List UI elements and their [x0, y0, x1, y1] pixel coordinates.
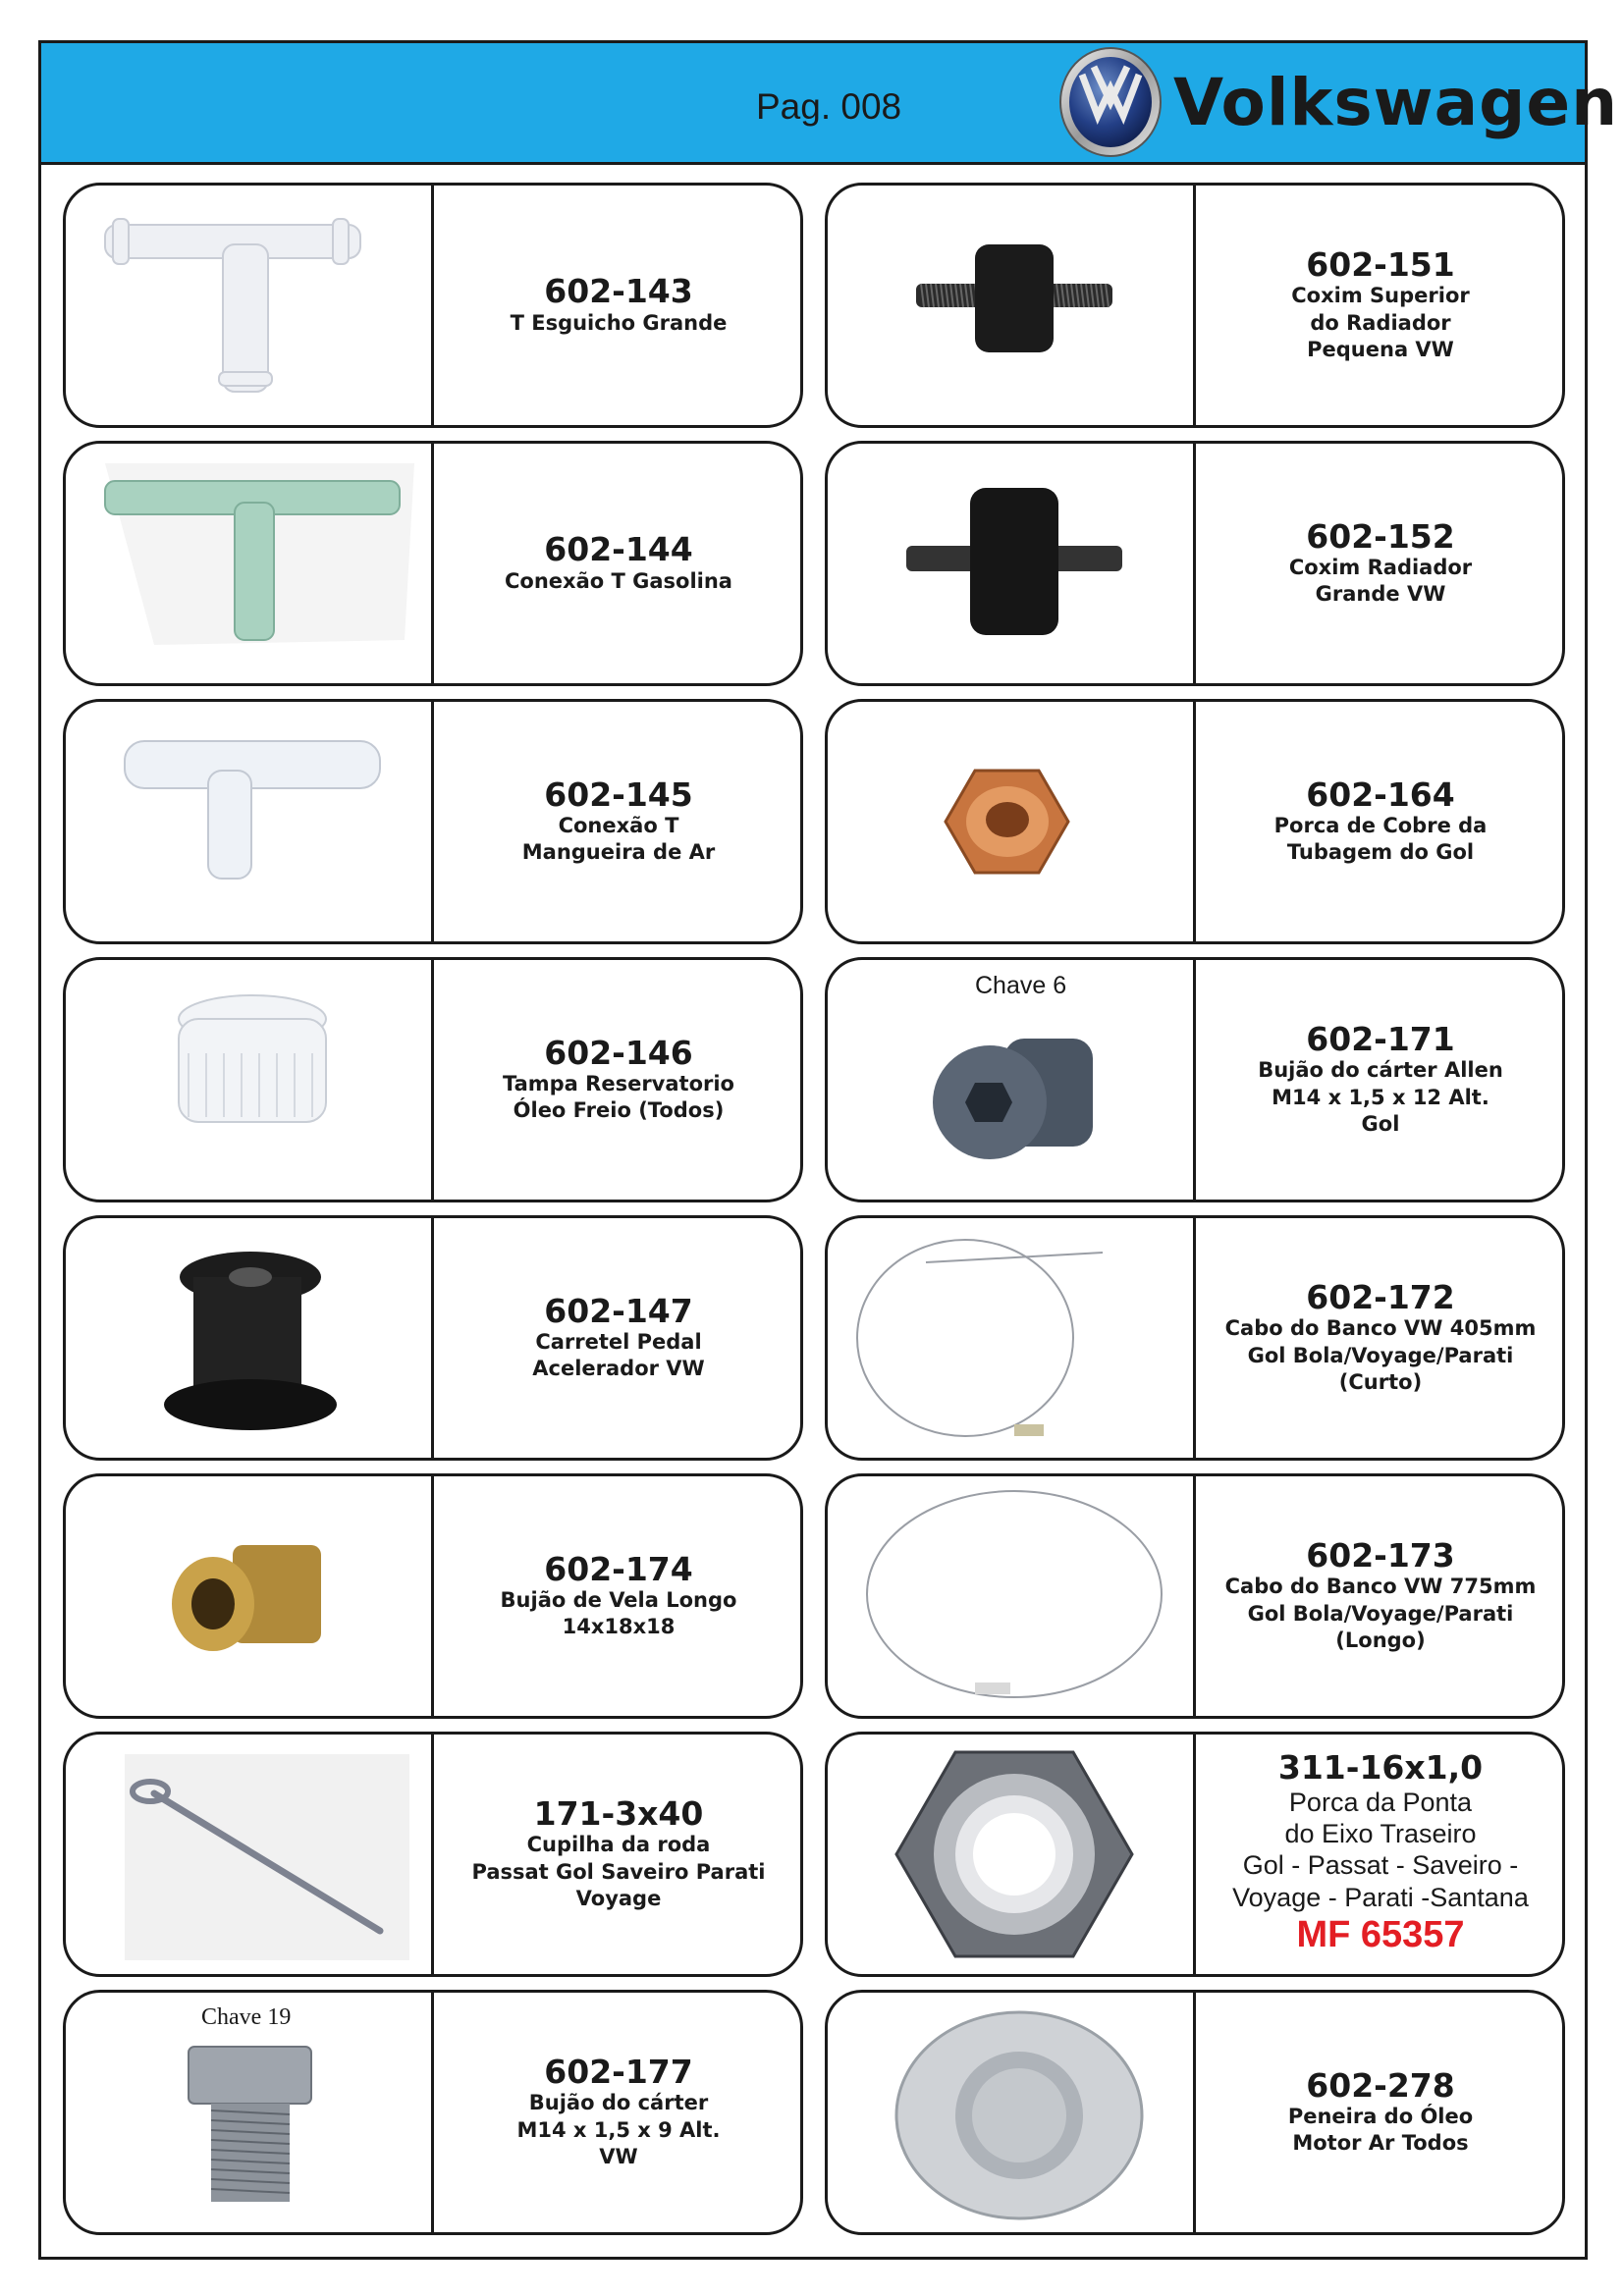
- card-divider: [431, 957, 434, 1202]
- product-info: [1199, 1476, 1562, 1716]
- brass-plug-icon: [66, 1476, 434, 1716]
- product-card: [63, 1473, 803, 1719]
- product-description: Cabo do Banco VW 775mm Gol Bola/Voyage/Parati (Longo): [1224, 1575, 1537, 1652]
- product-card: [63, 699, 803, 944]
- card-divider: [1193, 1732, 1196, 1977]
- reservoir-cap-icon: [66, 960, 434, 1200]
- product-code: 602-146: [544, 1033, 693, 1072]
- product-info: [1199, 1218, 1562, 1458]
- product-info: [1199, 960, 1562, 1200]
- card-divider: [431, 1990, 434, 2235]
- product-info: [437, 186, 800, 425]
- product-description: Bujão do cárter M14 x 1,5 x 9 Alt. VW: [516, 2091, 721, 2168]
- product-card: [825, 183, 1565, 428]
- product-code: 602-174: [544, 1549, 693, 1588]
- product-description: Conexão T Gasolina: [505, 568, 732, 593]
- t-connector-air-icon: [66, 702, 434, 941]
- product-code: 602-171: [1306, 1019, 1455, 1058]
- product-info: [437, 1993, 800, 2232]
- product-description: Tampa Reservatorio Óleo Freio (Todos): [502, 1071, 734, 1123]
- pedal-spool-icon: [66, 1218, 434, 1458]
- product-info: [1199, 1735, 1562, 1974]
- product-description: Cabo do Banco VW 405mm Gol Bola/Voyage/Parati (Curto): [1224, 1316, 1537, 1394]
- cotter-pin-icon: [66, 1735, 434, 1974]
- card-divider: [431, 1732, 434, 1977]
- product-code: 602-144: [544, 530, 693, 569]
- product-card: [825, 699, 1565, 944]
- product-code: 311-16x1,0: [1277, 1748, 1484, 1788]
- product-card: [63, 441, 803, 686]
- product-card: [825, 1473, 1565, 1719]
- card-divider: [1193, 1473, 1196, 1719]
- product-code: 602-147: [544, 1291, 693, 1330]
- product-card: [825, 1732, 1565, 1977]
- product-description: Porca da Ponta do Eixo Traseiro Gol - Passat - Saveiro - Voyage - Parati -Santana: [1232, 1787, 1529, 1912]
- product-info: [437, 444, 800, 683]
- product-description: Bujão do cárter Allen M14 x 1,5 x 12 Alt. Gol: [1258, 1058, 1503, 1136]
- product-card: [825, 957, 1565, 1202]
- product-description: Porca de Cobre da Tubagem do Gol: [1273, 813, 1488, 865]
- product-description: Peneira do Óleo Motor Ar Todos: [1287, 2104, 1474, 2156]
- product-card: [63, 1215, 803, 1461]
- card-divider: [1193, 699, 1196, 944]
- seat-cable-long-icon: [828, 1476, 1196, 1716]
- card-divider: [1193, 1215, 1196, 1461]
- product-description: Cupilha da roda Passat Gol Saveiro Parati Voyage: [471, 1833, 766, 1910]
- oil-strainer-icon: [828, 1993, 1196, 2232]
- product-code: 602-173: [1306, 1535, 1455, 1575]
- card-divider: [431, 183, 434, 428]
- t-connector-large-icon: [66, 186, 434, 425]
- product-info: [437, 1218, 800, 1458]
- copper-nut-icon: [828, 702, 1196, 941]
- card-divider: [431, 1215, 434, 1461]
- product-code: 602-172: [1306, 1277, 1455, 1316]
- product-info: [437, 960, 800, 1200]
- card-divider: [431, 441, 434, 686]
- t-connector-fuel-icon: [66, 444, 434, 683]
- product-card: [825, 1215, 1565, 1461]
- brand-name: Volkswagen: [1173, 65, 1619, 140]
- product-info: [1199, 702, 1562, 941]
- product-code: 602-278: [1306, 2065, 1455, 2105]
- axle-nut-icon: [828, 1735, 1196, 1974]
- card-divider: [1193, 441, 1196, 686]
- product-card: [63, 1732, 803, 1977]
- product-description: Bujão de Vela Longo 14x18x18: [500, 1587, 737, 1639]
- product-info: [437, 1735, 800, 1974]
- page-number: Pag. 008: [756, 86, 902, 127]
- product-card: [825, 441, 1565, 686]
- product-card: [825, 1990, 1565, 2235]
- product-card: [63, 1990, 803, 2235]
- rubber-mount-small-icon: [828, 186, 1196, 425]
- product-description: Coxim Radiador Grande VW: [1288, 555, 1473, 607]
- card-divider: [431, 1473, 434, 1719]
- card-divider: [1193, 1990, 1196, 2235]
- wrench-size-note: Chave 6: [975, 972, 1067, 999]
- product-description: Coxim Superior do Radiador Pequena VW: [1291, 284, 1470, 361]
- product-card: [63, 183, 803, 428]
- product-description: Carretel Pedal Acelerador VW: [532, 1329, 705, 1381]
- card-divider: [1193, 183, 1196, 428]
- product-info: [437, 702, 800, 941]
- wrench-size-note: Chave 19: [201, 2004, 292, 2030]
- product-code: 602-177: [544, 2052, 693, 2091]
- product-code: 171-3x40: [533, 1793, 704, 1833]
- product-code: 602-145: [544, 774, 693, 814]
- product-code: 602-143: [544, 272, 693, 311]
- product-code: 602-152: [1306, 516, 1455, 556]
- rubber-mount-large-icon: [828, 444, 1196, 683]
- product-code: 602-151: [1306, 244, 1455, 284]
- card-divider: [1193, 957, 1196, 1202]
- product-description: T Esguicho Grande: [510, 310, 728, 335]
- seat-cable-short-icon: [828, 1218, 1196, 1458]
- product-info: [1199, 186, 1562, 425]
- card-divider: [431, 699, 434, 944]
- product-description: Conexão T Mangueira de Ar: [521, 813, 716, 865]
- product-code: 602-164: [1306, 774, 1455, 814]
- product-info: [437, 1476, 800, 1716]
- mf-reference: MF 65357: [1296, 1914, 1465, 1956]
- vw-logo-icon: [1058, 45, 1163, 159]
- product-info: [1199, 444, 1562, 683]
- product-card: [63, 957, 803, 1202]
- product-info: [1199, 1993, 1562, 2232]
